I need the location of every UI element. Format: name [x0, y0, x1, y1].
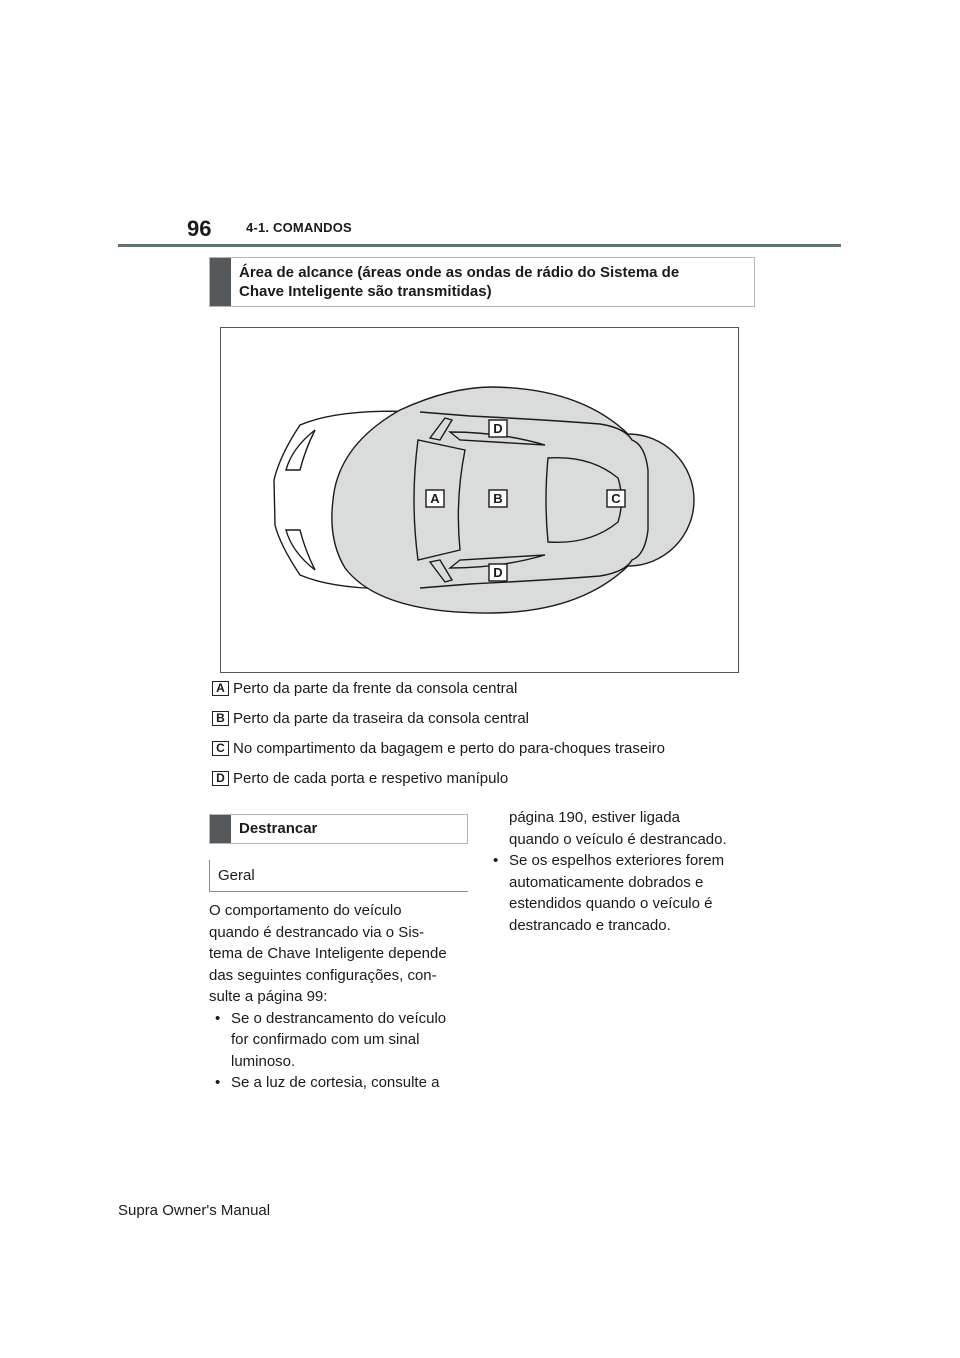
text-line: Se a luz de cortesia, consulte a: [231, 1074, 440, 1091]
text-line: quando o veículo é destrancado.: [509, 830, 727, 848]
label-d-bottom: D: [493, 565, 503, 580]
header-rule: [118, 244, 841, 247]
text-line: quando é destrancado via o Sis-: [209, 923, 425, 941]
text-line: tema de Chave Inteligente depende: [209, 945, 447, 962]
bullet-dot: •: [215, 1009, 221, 1027]
bullet-item: [209, 1008, 474, 1073]
section-title: [231, 258, 689, 306]
section-heading-unlock: [209, 814, 468, 844]
chapter-title: 4-1. COMANDOS: [246, 220, 352, 235]
legend-item-b: [212, 710, 529, 727]
text-line: automaticamente dobrados e: [509, 873, 704, 891]
section-marker: [210, 815, 231, 843]
section-title-line-1: Área de alcance (áreas onde as ondas de rádio do Sistema de: [239, 264, 680, 281]
bullet-dot: •: [215, 1074, 221, 1091]
car-top-view-diagram: [221, 328, 738, 672]
text-line: O comportamento do veículo: [209, 902, 402, 919]
subheading-general: Geral: [209, 860, 468, 892]
legend-text: Perto de cada porta e respetivo manípulo: [233, 770, 509, 787]
text-line: for confirmado com um sinal: [231, 1031, 420, 1048]
label-d-top: D: [493, 421, 503, 436]
headlight-bottom: [286, 530, 315, 570]
section-title-line-2: Chave Inteligente são transmitidas): [239, 283, 492, 300]
page-number: 96: [187, 216, 212, 241]
label-a: A: [430, 491, 440, 506]
legend-key: D: [212, 771, 229, 786]
legend-text: No compartimento da bagagem e perto do para-choques traseiro: [233, 740, 665, 757]
section-title: Destrancar: [239, 820, 318, 837]
text-line: página 190, estiver ligada: [509, 809, 680, 826]
text-line: das seguintes configurações, con-: [209, 966, 437, 984]
text-line: Se os espelhos exteriores forem: [509, 852, 725, 869]
section-heading-range-area: [209, 257, 755, 307]
text-line: sulte a página 99:: [209, 988, 328, 1005]
legend-key: B: [212, 711, 229, 726]
legend-key: C: [212, 741, 229, 756]
legend-text: Perto da parte da frente da consola central: [233, 680, 518, 697]
range-area-figure: [220, 327, 739, 673]
left-column: [209, 900, 474, 1094]
bullet-continuation: [487, 807, 757, 850]
body-paragraph: [209, 900, 474, 1008]
bullet-dot: •: [493, 852, 499, 869]
headlight-top: [286, 430, 315, 470]
right-column: [487, 807, 757, 936]
text-line: luminoso.: [231, 1052, 296, 1070]
bullet-item: [487, 850, 757, 936]
label-b: B: [493, 491, 503, 506]
legend-key: A: [212, 681, 229, 696]
section-marker: [210, 258, 231, 306]
text-line: destrancado e trancado.: [509, 916, 671, 934]
legend-text: Perto da parte da traseira da consola central: [233, 710, 530, 727]
range-zone: [332, 387, 694, 613]
footer-text: Supra Owner's Manual: [118, 1202, 271, 1219]
legend-item-d: [212, 770, 508, 787]
label-c: C: [611, 491, 621, 506]
text-line: estendidos quando o veículo é: [509, 895, 713, 912]
bullet-item: [209, 1072, 474, 1094]
text-line: Se o destrancamento do veículo: [231, 1009, 447, 1027]
legend-item-c: [212, 740, 665, 757]
legend-item-a: [212, 680, 517, 697]
